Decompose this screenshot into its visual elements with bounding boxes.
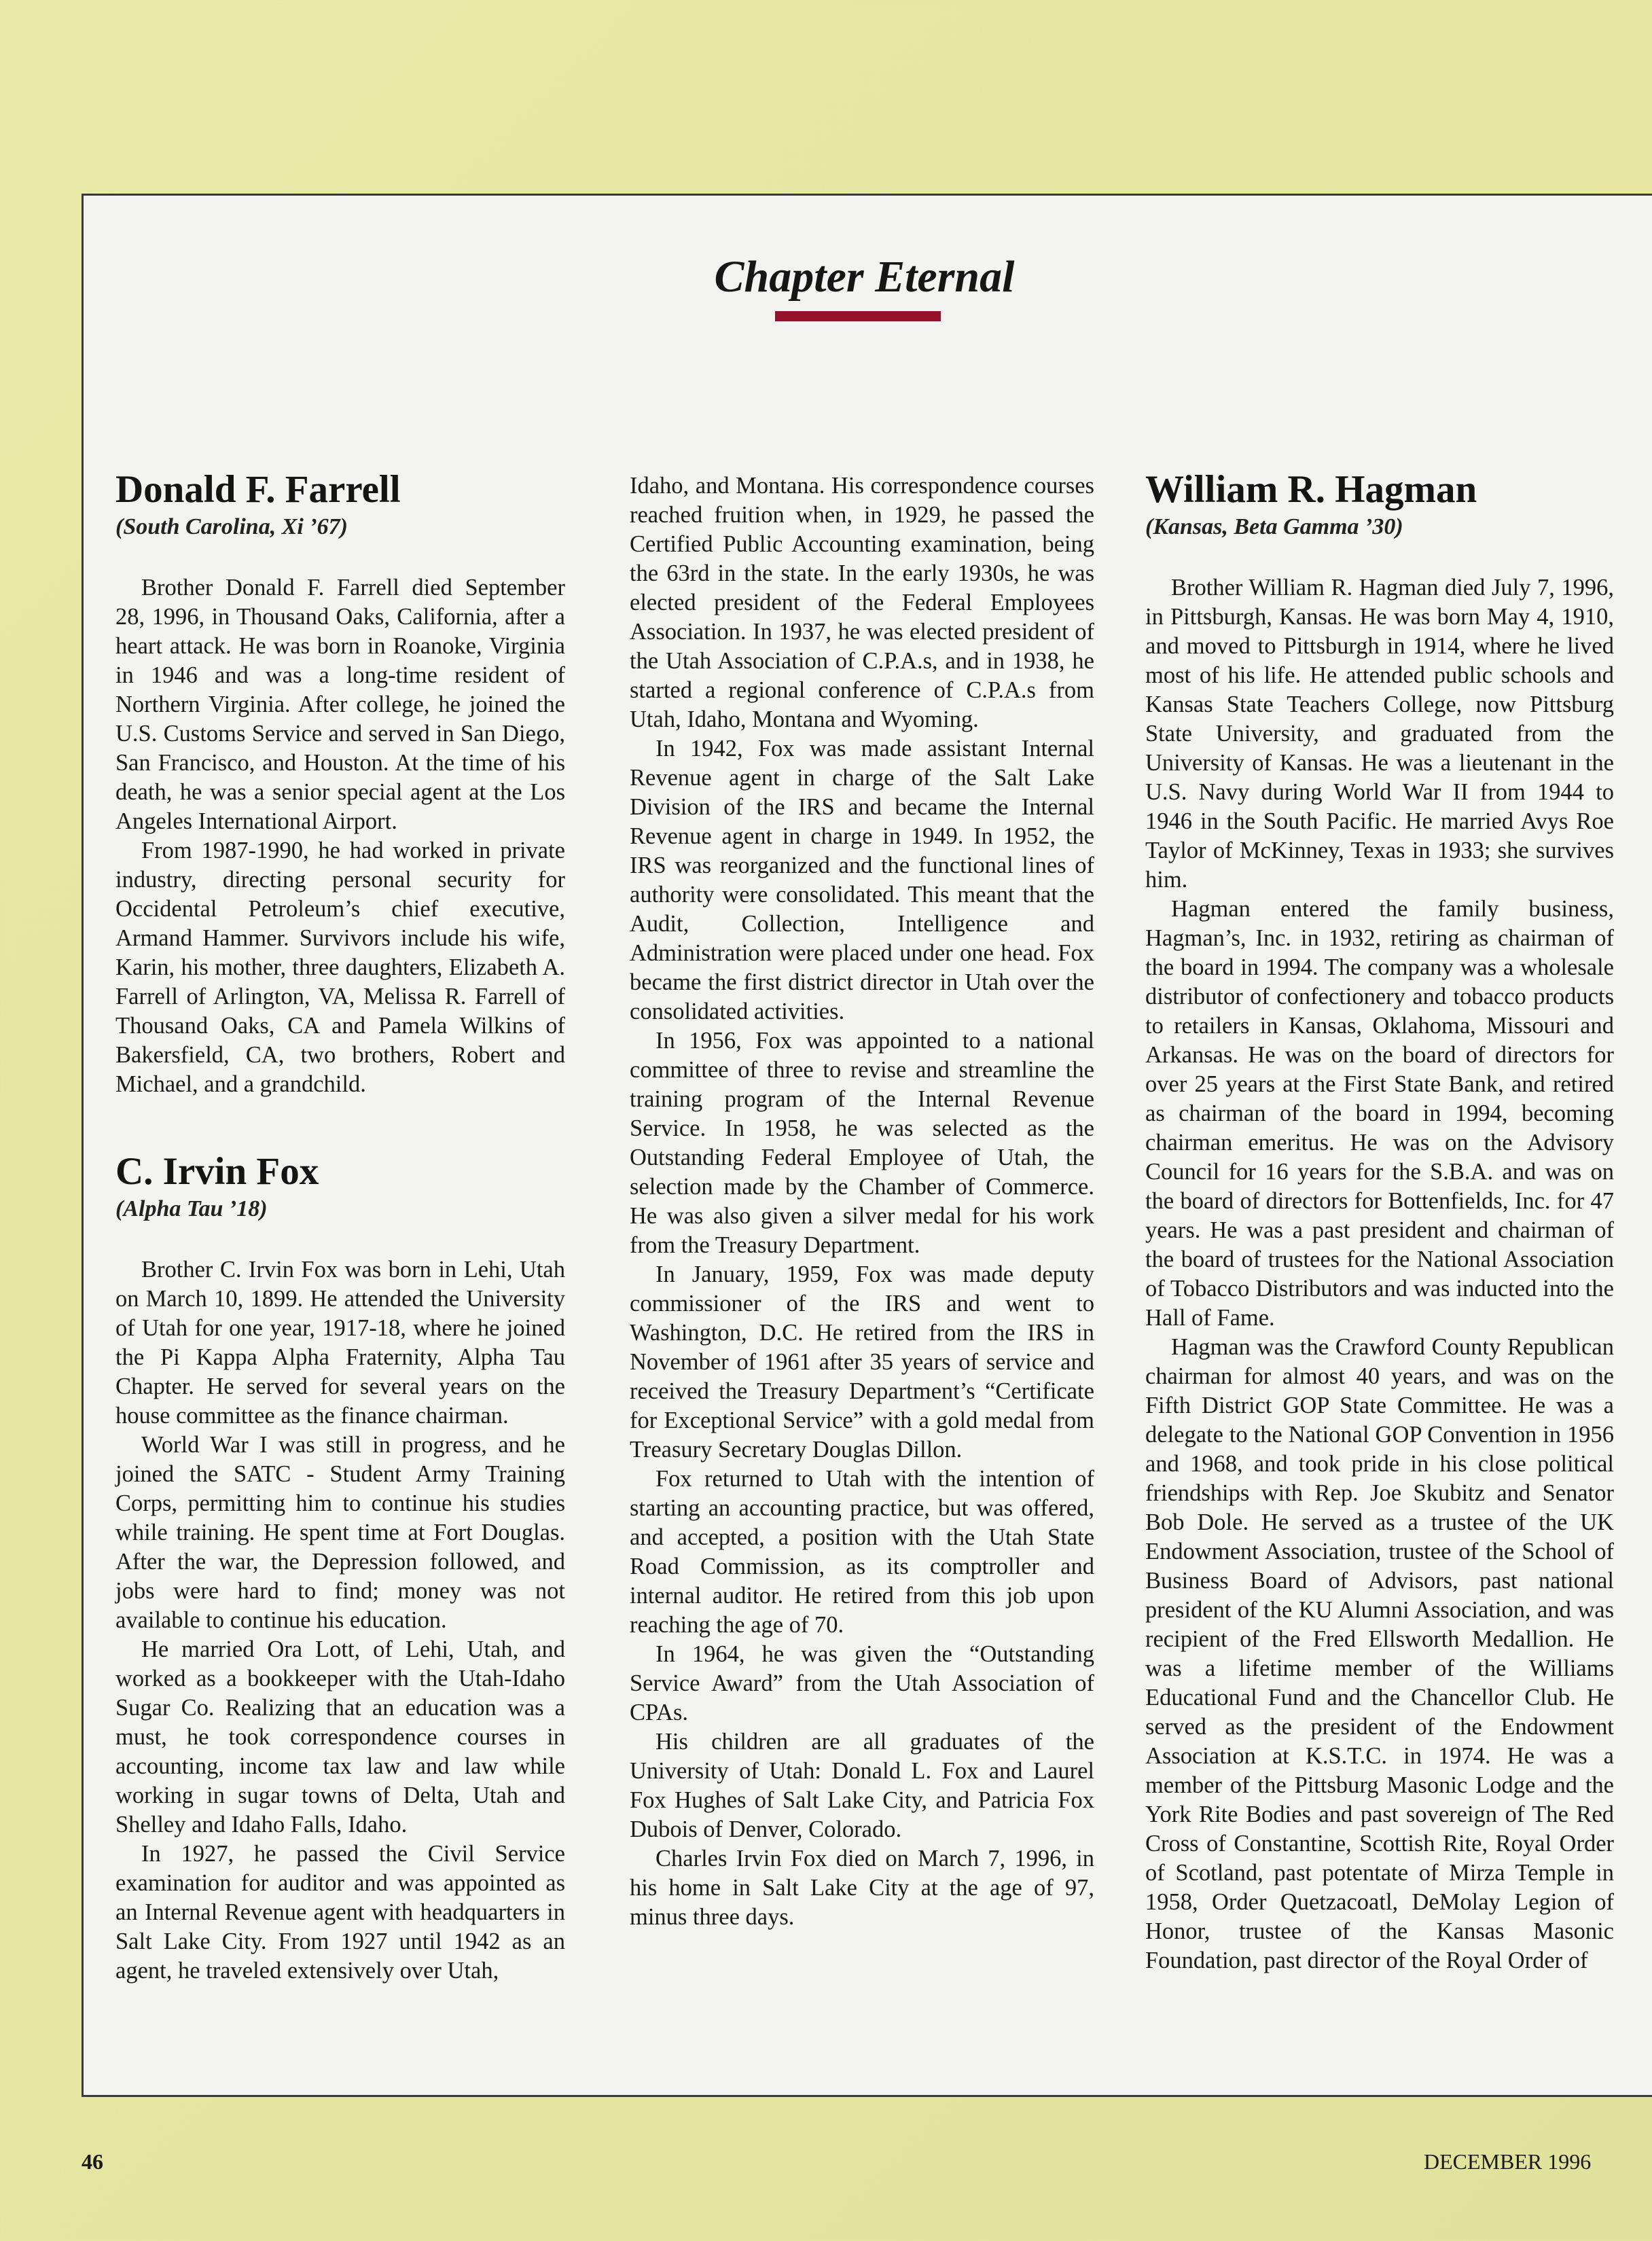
obituary-name-fox: C. Irvin Fox xyxy=(115,1150,319,1193)
column-middle xyxy=(630,471,1094,1932)
paragraph: In 1927, he passed the Civil Service examination for auditor and was appointed as an Internal Revenue agent with headquarters in Salt Lake City. From 1927 until 1942 as an agent, he traveled extensively over Utah, xyxy=(115,1841,565,1984)
paragraph: In 1956, Fox was appointed to a national committee of three to revise and streamline the training program of the Internal Revenue Service. In 1958, he was selected as the Outstanding Federal Employee of Utah, the selection made by the Chamber of Commerce. He was also given a silver medal for his work from the Treasury Department. xyxy=(630,1028,1094,1258)
section-spacer xyxy=(115,1099,565,1149)
paragraph: His children are all graduates of the University of Utah: Donald L. Fox and Laurel Fox Hughes of Salt Lake City, and Patricia Fox Dubois of Denver, Colorado. xyxy=(630,1729,1094,1842)
obituary-chapter-farrell: (South Carolina, Xi ’67) xyxy=(115,514,348,539)
paragraph: He married Ora Lott, of Lehi, Utah, and worked as a bookkeeper with the Utah-Idaho Sugar Co. Realizing that an education was a must, he took correspondence courses in accounting, income tax law and law while working in sugar towns of Delta, Utah and Shelley and Idaho Falls, Idaho. xyxy=(115,1636,565,1837)
paragraph: Charles Irvin Fox died on March 7, 1996, in his home in Salt Lake City at the age of 97, minus three days. xyxy=(630,1846,1094,1930)
page-number: 46 xyxy=(82,2149,103,2174)
paragraph: Hagman was the Crawford County Republican chairman for almost 40 years, and was on the Fifth District GOP State Committee. He was a delegate to the National GOP Convention in 1956 and 1968, and took pride in his close political friendships with Rep. Joe Skubitz and Senator Bob Dole. He served as a trustee of the UK Endowment Association, trustee of the School of Business Board of Advisors, past national president of the KU Alumni Association, and was recipient of the Fred Ellsworth Medallion. He was a lifetime member of the Williams Educational Fund and the Chancellor Club. He served as the president of the Endowment Association at K.S.T.C. in 1974. He was a member of the Pittsburg Masonic Lodge and the York Rite Bodies and past sovereign of The Red Cross of Constantine, Scottish Rite, Royal Order of Scotland, past potentate of Mirza Temple in 1958, Order Quetzacoatl, DeMolay Legion of Honor, trustee of the Kansas Masonic Foundation, past director of the Royal Order of xyxy=(1145,1334,1614,1973)
page-title: Chapter Eternal xyxy=(714,252,1015,302)
title-underline-bar xyxy=(775,311,941,321)
paragraph: Brother C. Irvin Fox was born in Lehi, Utah on March 10, 1899. He attended the University of Utah for one year, 1917-18, where he joined the Pi Kappa Alpha Fraternity, Alpha Tau Chapter. He served for several years on the house committee as the finance chairman. xyxy=(115,1257,565,1429)
paragraph: In 1964, he was given the “Outstanding Service Award” from the Utah Association of CPAs. xyxy=(630,1641,1094,1725)
paragraph: From 1987-1990, he had worked in private industry, directing personal security for Occidental Petroleum’s chief executive, Armand Hammer. Survivors include his wife, Karin, his mother, three daughters, Elizabeth A. Farrell of Arlington, VA, Melissa R. Farrell of Thousand Oaks, CA and Pamela Wilkins of Bakersfield, CA, two brothers, Robert and Michael, and a grandchild. xyxy=(115,838,565,1097)
obituary-name-farrell: Donald F. Farrell xyxy=(115,468,401,511)
paragraph: Brother Donald F. Farrell died September 28, 1996, in Thousand Oaks, California, after a heart attack. He was born in Roanoke, Virginia in 1946 and was a long-time resident of Northern Virginia. After college, he joined the U.S. Customs Service and served in San Diego, San Francisco, and Houston. At the time of his death, he was a senior special agent at the Los Angeles International Airport. xyxy=(115,575,565,834)
issue-date: DECEMBER 1996 xyxy=(1424,2149,1592,2174)
obituary-name-hagman: William R. Hagman xyxy=(1145,468,1477,511)
obituary-chapter-fox: (Alpha Tau ’18) xyxy=(115,1196,268,1221)
paragraph: Fox returned to Utah with the intention of starting an accounting practice, but was offered, and accepted, a position with the Utah State Road Commission, as its comptroller and internal auditor. He retired from this job upon reaching the age of 70. xyxy=(630,1466,1094,1638)
column-right xyxy=(1145,467,1614,1975)
paragraph: In 1942, Fox was made assistant Internal Revenue agent in charge of the Salt Lake Division of the IRS and became the Internal Revenue agent in charge in 1949. In 1952, the IRS was reorganized and the functional lines of authority were consolidated. This meant that the Audit, Collection, Intelligence and Administration were placed under one head. Fox became the first district director in Utah over the consolidated activities. xyxy=(630,736,1094,1024)
paragraph: Brother William R. Hagman died July 7, 1996, in Pittsburgh, Kansas. He was born May 4, 1910, and moved to Pittsburgh in 1914, where he lived most of his life. He attended public schools and Kansas State Teachers College, now Pittsburg State University, and graduated from the University of Kansas. He was a lieutenant in the U.S. Navy during World War II from 1944 to 1946 in the South Pacific. He married Avys Roe Taylor of McKinney, Texas in 1933; she survives him. xyxy=(1145,575,1614,893)
obituary-chapter-hagman: (Kansas, Beta Gamma ’30) xyxy=(1145,514,1403,539)
column-left xyxy=(115,467,565,1986)
paragraph: Hagman entered the family business, Hagman’s, Inc. in 1932, retiring as chairman of the board in 1994. The company was a wholesale distributor of confectionery and tobacco products to retailers in Kansas, Oklahoma, Missouri and Arkansas. He was on the board of directors for over 25 years at the First State Bank, and retired as chairman of the board in 1994, becoming chairman emeritus. He was on the Advisory Council for 16 years for the S.B.A. and was on the board of directors for Bottenfields, Inc. for 47 years. He was a past president and chairman of the board of trustees for the National Association of Tobacco Distributors and was inducted into the Hall of Fame. xyxy=(1145,896,1614,1331)
paragraph: Idaho, and Montana. His correspondence courses reached fruition when, in 1929, he passed the Certified Public Accounting examination, being the 63rd in the state. In the early 1930s, he was elected president of the Federal Employees Association. In 1937, he was elected president of the Utah Association of C.P.A.s, and in 1938, he started a regional conference of C.P.A.s from Utah, Idaho, Montana and Wyoming. xyxy=(630,473,1094,732)
paragraph: In January, 1959, Fox was made deputy commissioner of the IRS and went to Washington, D.C. He retired from the IRS in November of 1961 after 35 years of service and received the Treasury Department’s “Certificate for Exceptional Service” with a gold medal from Treasury Secretary Douglas Dillon. xyxy=(630,1261,1094,1463)
paragraph: World War I was still in progress, and he joined the SATC - Student Army Training Corps, permitting him to continue his studies while training. He spent time at Fort Douglas. After the war, the Depression followed, and jobs were hard to find; money was not available to continue his education. xyxy=(115,1432,565,1633)
